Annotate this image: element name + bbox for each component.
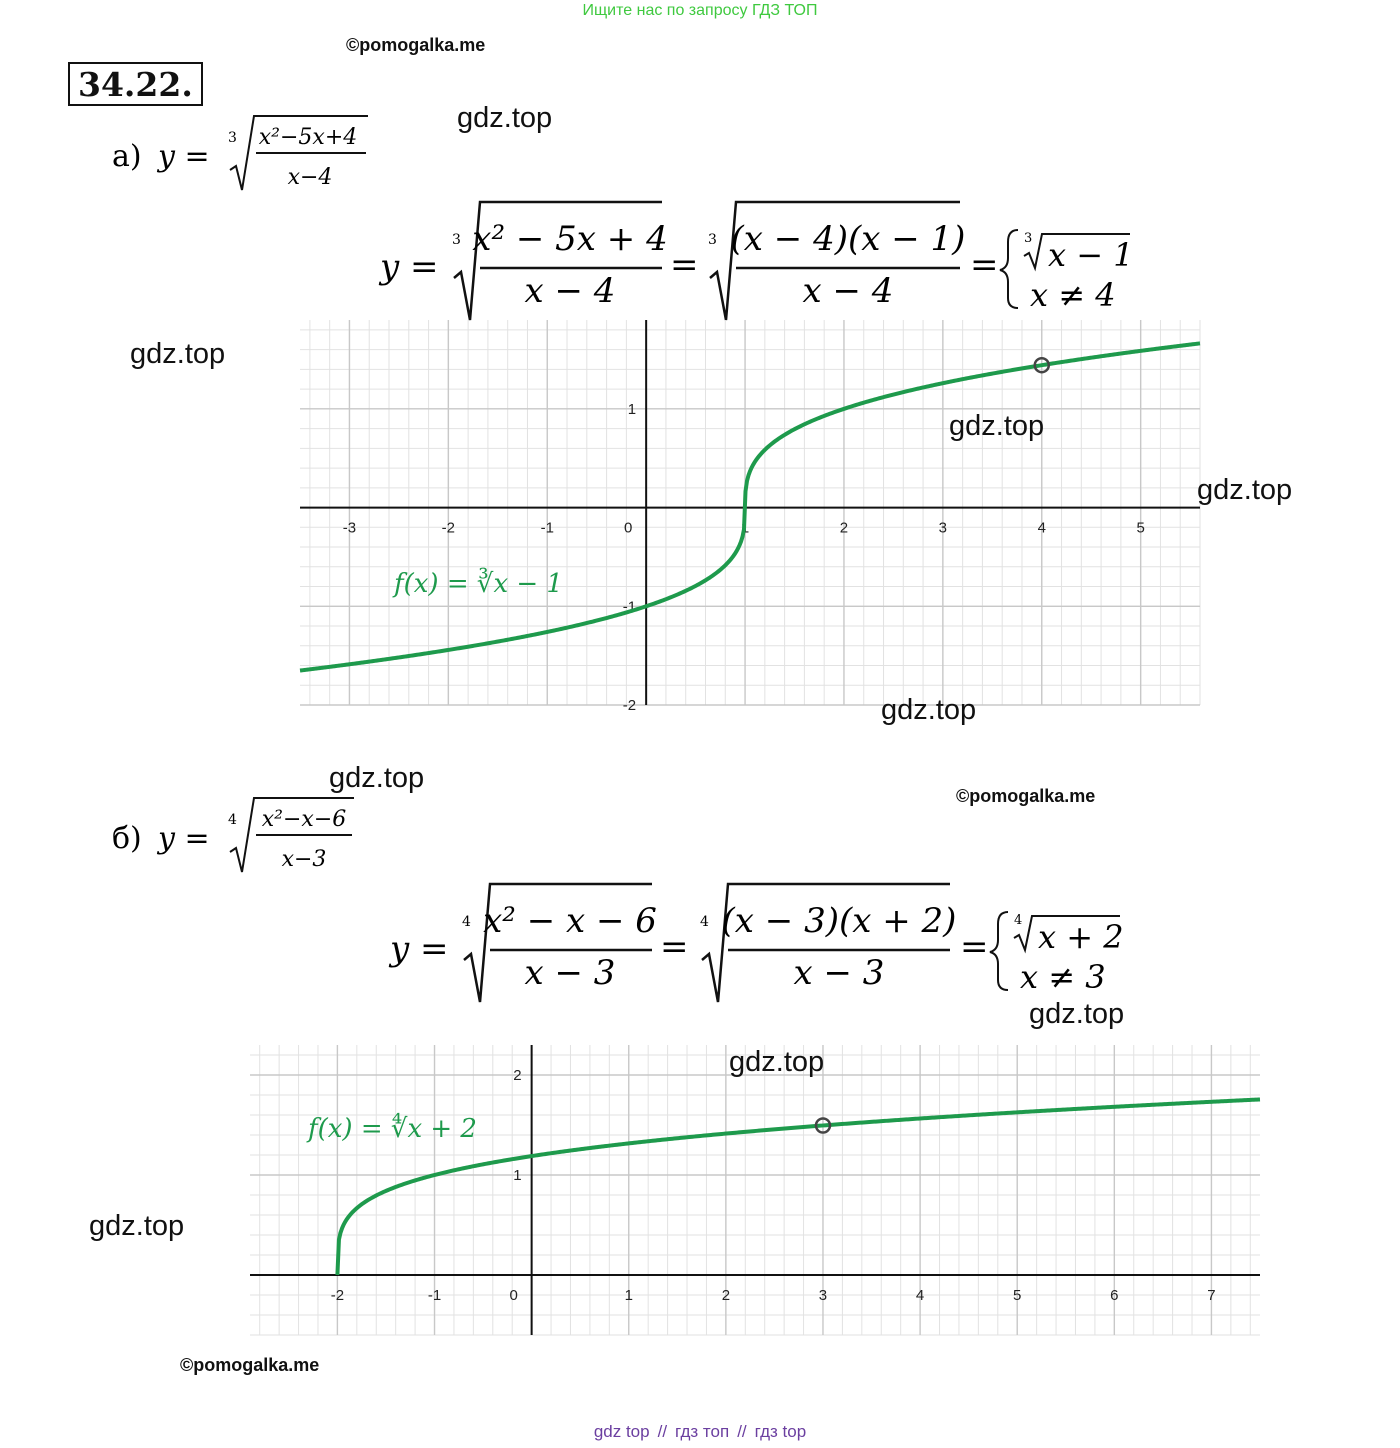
deriv-index: 3: [708, 232, 717, 248]
system-line2: x ≠ 4: [1030, 276, 1116, 314]
deriv-num2: (x − 3)(x + 2): [721, 901, 957, 941]
x-tick-label: 2: [721, 1287, 731, 1304]
part-a-given-index: 3: [228, 130, 237, 146]
deriv-lhs: y =: [380, 247, 439, 287]
system-line1: x − 1: [1048, 236, 1134, 274]
footer-separator: //: [737, 1422, 747, 1441]
deriv-den1: x − 3: [524, 953, 616, 993]
part-a-derivation: [378, 196, 1148, 326]
footer-link[interactable]: гдз top: [754, 1422, 807, 1441]
part-b-label: б): [112, 821, 142, 856]
deriv-num2: (x − 4)(x − 1): [730, 219, 966, 259]
deriv-index: 4: [700, 914, 709, 930]
system-line2: x ≠ 3: [1020, 958, 1106, 996]
x-tick-label: -3: [342, 519, 357, 537]
part-b-given-numerator: x²−x−6: [261, 807, 347, 832]
deriv-den1: x − 4: [524, 271, 616, 311]
x-tick-label: 2: [839, 519, 849, 537]
deriv-num1: x² − x − 6: [483, 901, 657, 941]
x-tick-label: 3: [818, 1287, 828, 1304]
copyright-mark: ©pomogalka.me: [956, 786, 1096, 806]
deriv-index: 3: [452, 232, 461, 248]
part-a-given-lhs: y =: [158, 139, 210, 174]
x-tick-label: 1: [740, 519, 750, 537]
part-b-derivation: [388, 878, 1148, 1008]
y-tick-label: -2: [622, 697, 637, 714]
part-b-given: [110, 790, 390, 880]
system-line1: x + 2: [1038, 918, 1124, 956]
x-tick-label: 4: [1037, 519, 1046, 537]
part-b-given-index: 4: [228, 812, 237, 828]
part-a-label: а): [112, 139, 142, 174]
function-label: f(x) = ∛x − 1: [394, 569, 563, 599]
deriv-eq: =: [660, 927, 689, 967]
top-banner: Ищите нас по запросу ГДЗ ТОП: [582, 2, 818, 19]
y-tick-label: -1: [622, 598, 637, 616]
y-tick-label: 1: [627, 400, 637, 418]
copyright-mark: ©pomogalka.me: [346, 35, 486, 55]
watermark: gdz.top: [130, 338, 226, 370]
y-tick-label: 1: [513, 1167, 522, 1184]
system-root-index: 4: [1014, 913, 1023, 928]
deriv-eq: =: [670, 245, 699, 285]
system-brace: [990, 912, 1008, 990]
x-tick-label: 5: [1013, 1287, 1022, 1304]
deriv-den2: x − 3: [793, 953, 885, 993]
x-tick-label: 6: [1110, 1287, 1119, 1304]
part-a-given-numerator: x²−5x+4: [258, 125, 358, 150]
x-tick-label: 1: [624, 1287, 633, 1304]
x-tick-label: 7: [1207, 1287, 1216, 1304]
x-tick-label: 5: [1136, 519, 1145, 537]
footer-separator: //: [657, 1422, 668, 1441]
watermark: gdz.top: [89, 1210, 185, 1242]
copyright-mark: ©pomogalka.me: [180, 1355, 320, 1375]
footer: [0, 1422, 1400, 1442]
x-tick-label: -2: [441, 519, 456, 537]
x-tick-label: 0: [623, 519, 633, 537]
watermark: gdz.top: [949, 410, 1045, 442]
watermark: gdz.top: [1197, 474, 1293, 506]
deriv-num1: x² − 5x + 4: [472, 219, 668, 259]
deriv-den2: x − 4: [802, 271, 894, 311]
watermark: gdz.top: [1029, 998, 1125, 1030]
watermark: gdz.top: [329, 762, 425, 794]
x-tick-label: -2: [330, 1287, 345, 1304]
graph-b: [250, 1045, 1260, 1335]
part-a-given: [110, 110, 390, 200]
watermark: gdz.top: [729, 1046, 825, 1078]
watermark: gdz.top: [881, 694, 977, 726]
function-label: f(x) = ∜x + 2: [308, 1114, 477, 1144]
part-b-given-denominator: x−3: [281, 847, 327, 872]
problem-number: 34.22.: [68, 62, 203, 106]
x-tick-label: 3: [938, 519, 948, 537]
x-tick-label: 0: [509, 1287, 518, 1304]
footer-link[interactable]: gdz top: [593, 1422, 650, 1441]
system-brace: [1000, 230, 1018, 308]
footer-link[interactable]: гдз топ: [675, 1422, 730, 1441]
deriv-eq: =: [960, 927, 989, 967]
x-tick-label: -1: [540, 519, 554, 537]
system-root-index: 3: [1024, 231, 1033, 246]
deriv-eq: =: [970, 245, 999, 285]
deriv-index: 4: [462, 914, 471, 930]
x-tick-label: 4: [915, 1287, 925, 1304]
watermark: gdz.top: [457, 102, 553, 134]
part-b-given-lhs: y =: [158, 821, 210, 856]
y-tick-label: 2: [513, 1067, 522, 1084]
x-tick-label: -1: [427, 1287, 442, 1304]
part-a-given-denominator: x−4: [287, 165, 333, 190]
deriv-lhs: y =: [390, 929, 449, 969]
